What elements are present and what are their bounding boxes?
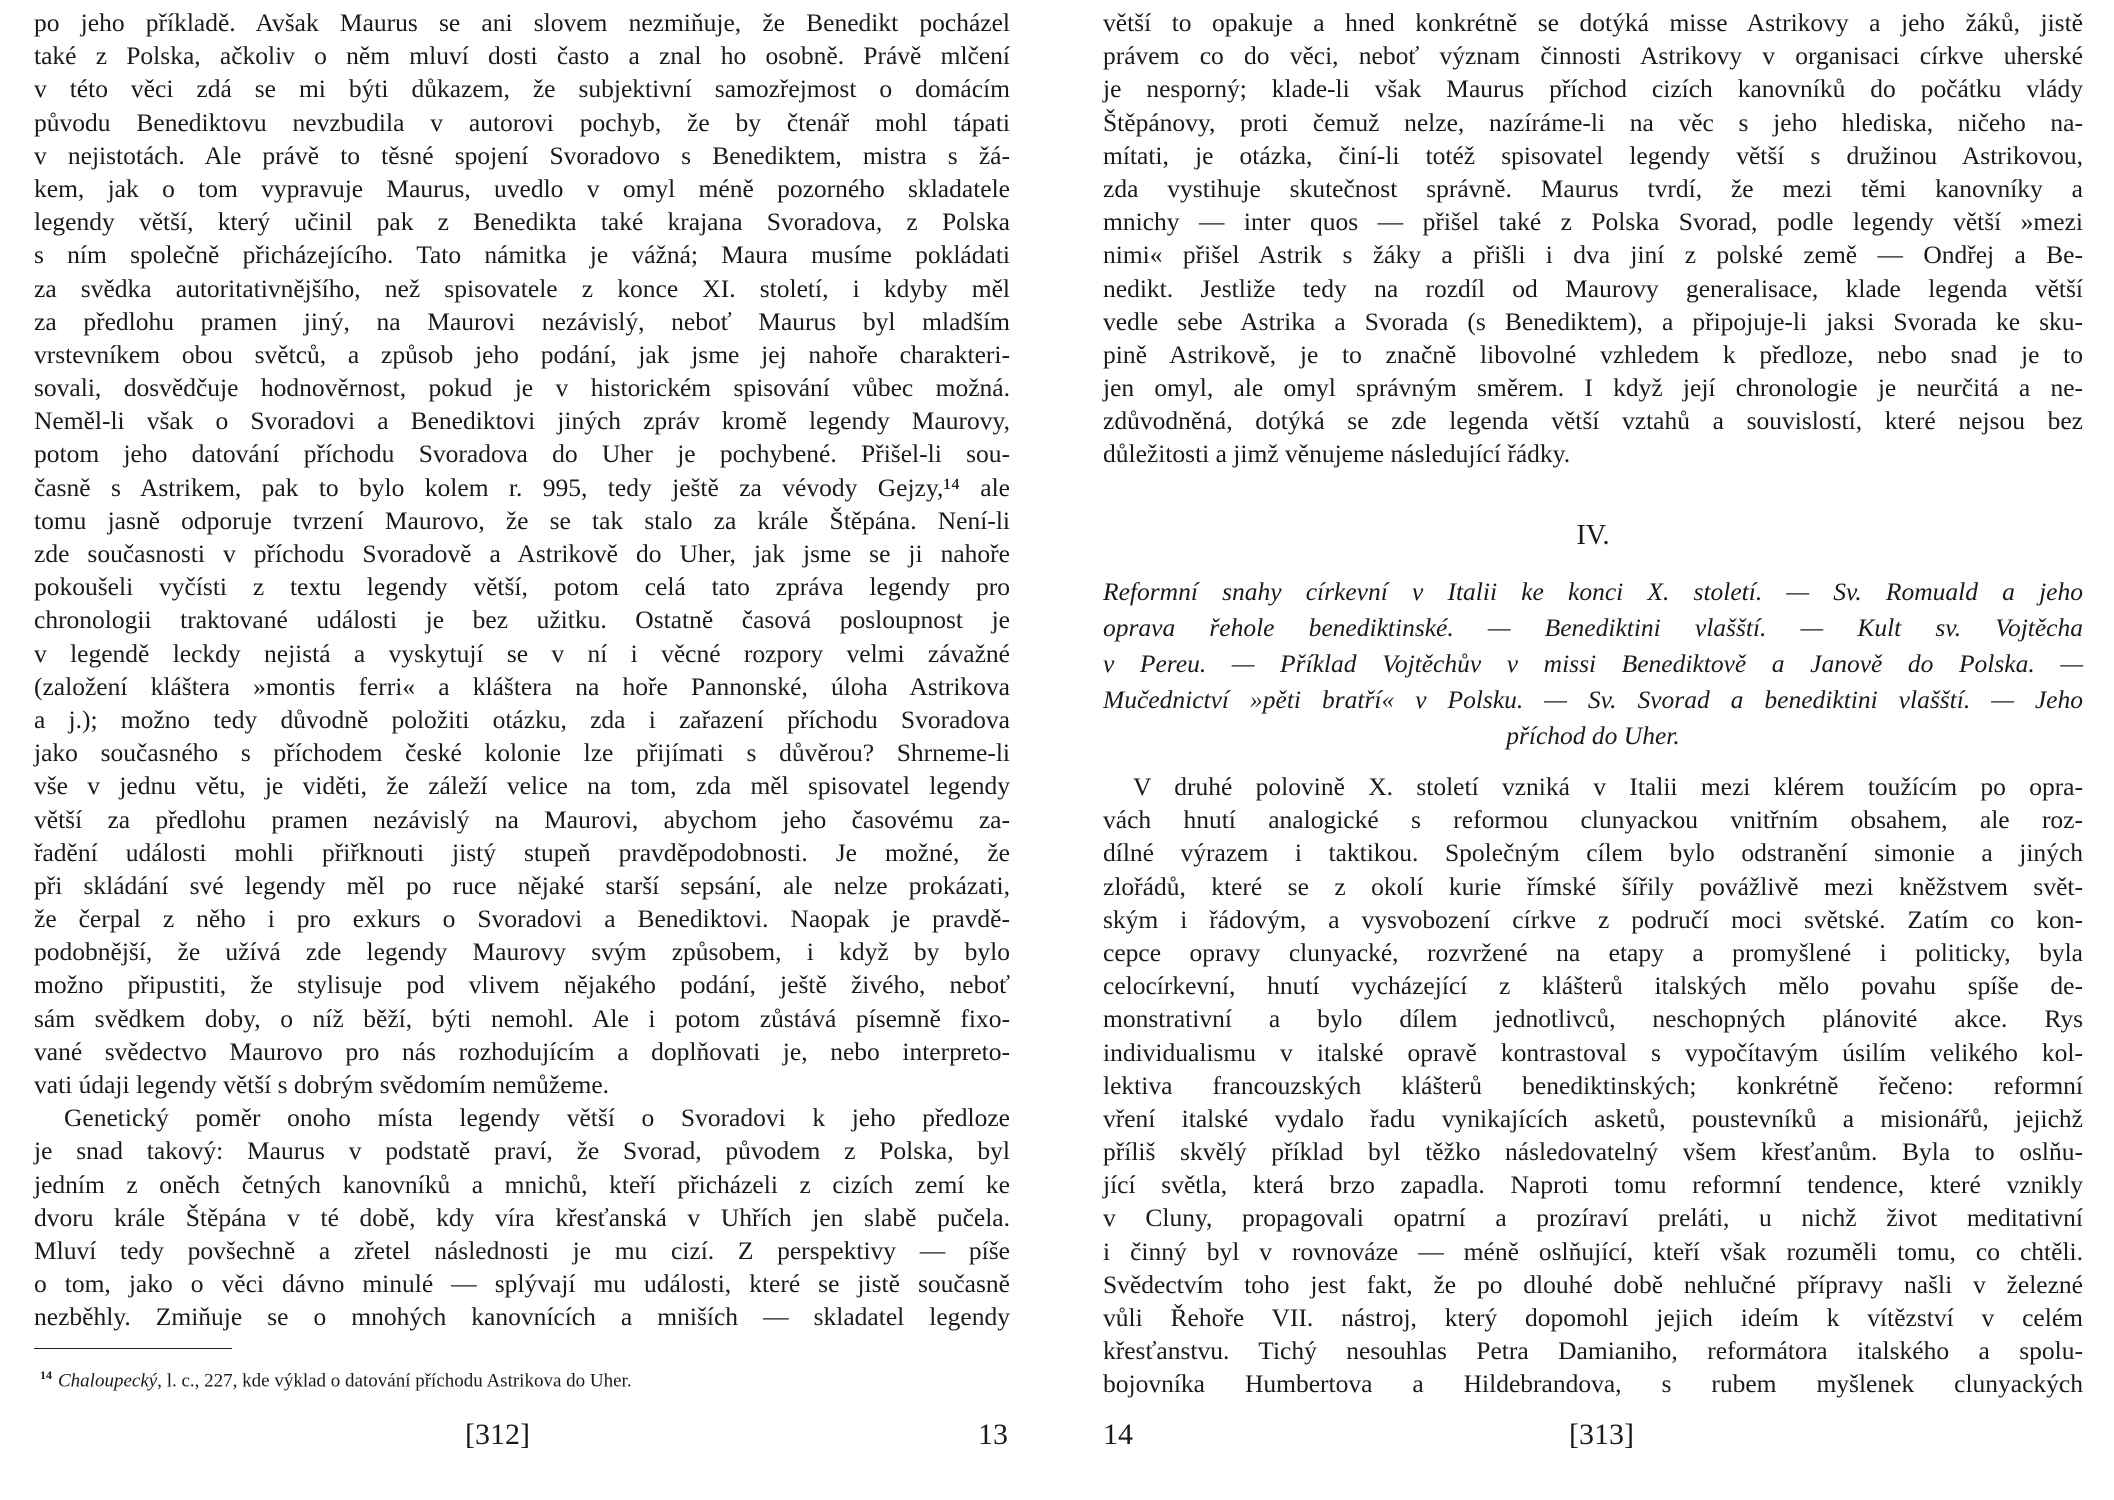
text-line: důležitosti a jimž věnujeme následující řádky. <box>1103 439 1571 469</box>
text-line: o tom, jako o věci dávno minulé — splývají mu události, které se jistě současně <box>34 1269 1010 1299</box>
text-line: řadění události mohli přiřknouti jistý stupeň pravděpodobnosti. Je možné, že <box>34 837 1010 867</box>
text-line: že čerpal z něho i pro exkurs o Svoradovi a Benediktovi. Naopak je pravdě- <box>34 904 1010 934</box>
text-line: nezběhly. Zmiňuje se o mnohých kanovnících a mniších — skladatel legendy <box>34 1302 1010 1332</box>
text-line: jen omyl, ale omyl správným směrem. I když její chronologie je neurčitá a ne- <box>1103 373 2083 403</box>
text-line: příliš skvělý příklad byl těžko následovatelný všem křesťanům. Byla to oslňu- <box>1103 1137 2083 1167</box>
text-line: za předlohu pramen jiný, na Maurovi nezávislý, neboť Maurus byl mladším <box>34 306 1010 336</box>
text-line: cepce opravy clunyacké, rozvržené na etapy a promyšlené i politicky, byla <box>1103 937 2083 967</box>
text-line: Neměl-li však o Svoradovi a Benediktovi jiných zpráv kromě legendy Maurovy, <box>34 406 1010 436</box>
text-line: nedikt. Jestliže tedy na rozdíl od Maurovy generalisace, klade legenda větší <box>1103 273 2083 303</box>
text-line: kem, jak o tom vypravuje Maurus, uvedlo v omyl méně pozorného skladatele <box>34 173 1010 203</box>
text-line: po jeho příkladě. Avšak Maurus se ani slovem nezmiňuje, že Benedikt pocházel <box>34 8 1010 37</box>
text-line: s ním společně přicházejícího. Tato námitka je vážná; Maura musíme pokládati <box>34 240 1010 270</box>
section-number: IV. <box>1576 520 1610 551</box>
text-line: celocírkevní, hnutí vycházející z klášterů italských mělo povahu spíše de- <box>1103 971 2083 1001</box>
text-line: časně s Astrikem, pak to bylo kolem r. 995, tedy ještě za vévody Gejzy,¹⁴ ale <box>34 472 1010 502</box>
text-line: Svědectvím toho jest fakt, že po dlouhé době nehlučné přípravy našli v železné <box>1103 1269 2083 1299</box>
text-line: vůli Řehoře VII. nástroj, který dopomohl jejich ideím k vítězství v celém <box>1103 1303 2083 1332</box>
text-line: i činný byl v rovnováze — méně oslňující, kteří však rozuměli tomu, co chtěli. <box>1103 1236 2083 1266</box>
text-line: (založení kláštera »montis ferri« a kláštera na hoře Pannonské, úloha Astrikova <box>34 671 1010 701</box>
text-line: křesťanstvu. Tichý nesouhlas Petra Damianiho, reformátora italského a spolu- <box>1103 1336 2083 1366</box>
text-line: chronologii traktované události je bez užitku. Ostatně časová posloupnost je <box>34 605 1010 635</box>
footnote-divider <box>34 1348 232 1349</box>
text-line: zdůvodněná, dotýká se zde legenda větší vztahů a souvislostí, které nejsou bez <box>1103 406 2083 436</box>
text-line: jako současného s příchodem české kolonie lze přijímati s důvěrou? Shrneme-li <box>34 738 1010 768</box>
page-number: 14 <box>1103 1418 1133 1451</box>
text-line: mnichy — inter quos — přišel také z Polska Svorad, podle legendy větší »mezi <box>1103 207 2083 237</box>
footnote-mark: 14 <box>40 1368 52 1382</box>
text-line: v této věci zdá se mi býti důkazem, že subjektivní samozřejmost o domácím <box>34 74 1010 104</box>
footnote-author: Chaloupecký, <box>58 1370 162 1392</box>
text-line: vati údaji legendy větší s dobrým svědomím nemůžeme. <box>34 1070 610 1099</box>
text-line: vách hnutí analogické s reformou clunyackou vnitřním obsahem, ale roz- <box>1103 805 2083 835</box>
right-page-body <box>1103 770 2083 1401</box>
text-line: mítati, je otázka, činí-li totéž spisovatel legendy větší s družinou Astrikovou, <box>1103 140 2083 170</box>
bracket-page-number: [313] <box>1569 1418 1634 1451</box>
heading-line: příchod do Uher. <box>1506 721 1680 750</box>
text-line: zde současnosti v příchodu Svoradově a Astrikově do Uher, jak jsme se ji nahoře <box>34 539 1010 568</box>
text-line: sovali, dosvědčuje hodnověrnost, pokud je v historickém spisování vůbec možná. <box>34 373 1010 403</box>
text-line: jící světla, která brzo zapadla. Naproti tomu reformní tendence, které vznikly <box>1103 1170 2083 1200</box>
text-line: také z Polska, ačkoliv o něm mluví dosti často a znal ho osobně. Právě mlčení <box>34 41 1010 71</box>
text-line: při skládání své legendy měl po ruce nějaké starší sepsání, ale nelze prokázati, <box>34 870 1010 900</box>
text-line: Genetický poměr onoho místa legendy větší o Svoradovi k jeho předloze <box>64 1103 1010 1133</box>
text-line: pině Astrikově, je to značně libovolné vzhledem k předloze, nebo snad je to <box>1103 339 2083 369</box>
text-line: původu Benediktovu nevzbudila v autorovi pochyb, že by čtenář mohl tápati <box>34 107 1010 137</box>
text-line: vrstevníkem obou světců, a způsob jeho podání, jak jsme jej nahoře charakteri- <box>34 339 1010 369</box>
text-line: v Cluny, propagovali opatrní a prozíraví preláti, u nichž život meditativní <box>1103 1203 2083 1233</box>
heading-line: Reformní snahy církevní v Italii ke konci X. století. — Sv. Romuald a jeho <box>1103 577 2083 606</box>
page-number: 13 <box>978 1418 1008 1451</box>
text-line: právem co do věci, neboť význam činnosti Astrikovy v organisaci církve uherské <box>1103 41 2083 71</box>
heading-line: oprava řehole benediktinské. — Benediktini vlašští. — Kult sv. Vojtěcha <box>1103 613 2083 642</box>
bracket-page-number: [312] <box>465 1418 530 1451</box>
text-line: větší to opakuje a hned konkrétně se dotýká misse Astrikovy a jeho žáků, jistě <box>1103 8 2083 37</box>
text-line: zlořádů, které se z okolí kurie římské šířily povážlivě mezi kněžstvem svět- <box>1103 871 2083 901</box>
text-line: za svědka autoritativnějšího, než spisovatele z konce XI. století, i kdyby měl <box>34 273 1010 303</box>
text-line: dvoru krále Štěpána v té době, kdy víra křesťanská v Uhřích jen slabě pučela. <box>34 1202 1010 1232</box>
text-line: vedle sebe Astrika a Svorada (s Benediktem), a připojuje-li jaksi Svorada ke sku- <box>1103 306 2083 336</box>
text-line: zda vystihuje skutečnost správně. Maurus tvrdí, že mezi těmi kanovníky a <box>1103 173 2083 203</box>
heading-line: v Pereu. — Příklad Vojtěchův v missi Benediktově a Janově do Polska. — <box>1103 649 2083 678</box>
text-line: v nejistotách. Ale právě to těsné spojení Svoradovo s Benediktem, mistra s žá- <box>34 140 1010 170</box>
text-line: legendy větší, který učinil pak z Benedikta také krajana Svoradova, z Polska <box>34 207 1010 237</box>
text-line: jedním z oněch četných kanovníků a mnichů, kteří přicházeli z cizích zemí ke <box>34 1169 1010 1199</box>
text-line: vané svědectvo Maurovo pro nás rozhodujícím a doplňovati je, nebo interpreto- <box>34 1036 1010 1066</box>
text-line: nimi« přišel Astrik s žáky a přišli i dva jiní z polské země — Ondřej a Be- <box>1103 240 2083 270</box>
text-line: v legendě leckdy nejistá a vyskytují se v ní i věcné rozpory velmi závažné <box>34 638 1010 668</box>
text-line: vše v jednu větu, je viděti, že záleží velice na tom, zda měl spisovatel legendy <box>34 771 1010 801</box>
text-line: je nesporný; klade-li však Maurus příchod cizích kanovníků do počátku vlády <box>1103 74 2083 104</box>
right-page-top-paragraph <box>1103 6 2083 471</box>
text-line: je snad takový: Maurus v podstatě praví, že Svorad, původem z Polska, byl <box>34 1136 1010 1166</box>
text-line: sám svědkem doby, o níž běží, býti nemohl. Ale i potom zůstává písemně fixo- <box>34 1003 1010 1033</box>
section-summary-heading <box>1103 574 2083 754</box>
text-line: lektiva francouzských klášterů benediktinských; konkrétně řečeno: reformní <box>1103 1070 2083 1100</box>
text-line: tomu jasně odporuje tvrzení Maurovo, že se tak stalo za krále Štěpána. Není-li <box>34 505 1010 535</box>
text-line: dílné výrazem i taktikou. Společným cílem bylo odstranění simonie a jiných <box>1103 838 2083 868</box>
text-line: větší za předlohu pramen nezávislý na Maurovi, abychom jeho časovému za- <box>34 804 1010 834</box>
text-line: pokoušeli vyčísti z textu legendy větší, potom celá tato zpráva legendy pro <box>34 572 1010 602</box>
text-line: podobnější, že užívá zde legendy Maurovy svým způsobem, i když by bylo <box>34 937 1010 967</box>
right-page <box>1057 0 2114 1500</box>
text-line: V druhé polovině X. století vzniká v Italii mezi klérem toužícím po opra- <box>1133 772 2083 801</box>
text-line: potom jeho datování příchodu Svoradova do Uher je pochybené. Přišel-li sou- <box>34 439 1010 469</box>
footnote <box>40 1368 632 1392</box>
heading-line: Mučednictví »pěti bratří« v Polsku. — Sv. Svorad a benediktini vlašští. — Jeho <box>1103 685 2083 714</box>
text-line: bojovníka Humbertova a Hildebrandova, s rubem myšlenek clunyackých <box>1103 1369 2083 1399</box>
footnote-text: l. c., 227, kde výklad o datování příchodu Astrikova do Uher. <box>166 1370 632 1392</box>
text-line: monstrativní a bylo dílem jednotlivců, neschopných plánovité akce. Rys <box>1103 1004 2083 1034</box>
text-line: individualismu v italské opravě kontrastoval s vypočítavým úsilím velikého kol- <box>1103 1037 2083 1067</box>
text-line: vření italské vydalo řadu vynikajících asketů, poustevníků a misionářů, jejichž <box>1103 1103 2083 1133</box>
left-page-text <box>34 6 1010 1334</box>
text-line: Mluví tedy povšechně a zřetel následnosti je mu cizí. Z perspektivy — píše <box>34 1235 1010 1265</box>
text-line: Štěpánovy, proti čemuž nelze, nazíráme-li na věc s jeho hlediska, ničeho na- <box>1103 107 2083 137</box>
text-line: a j.); možno tedy důvodně položiti otázku, zda i zařazení příchodu Svoradova <box>34 704 1010 734</box>
text-line: ským i řádovým, a vysvobození církve z područí moci světské. Zatím co kon- <box>1103 904 2083 934</box>
text-line: možno připustiti, že stylisuje pod vlivem nějakého podání, ještě živého, neboť <box>34 970 1010 1000</box>
